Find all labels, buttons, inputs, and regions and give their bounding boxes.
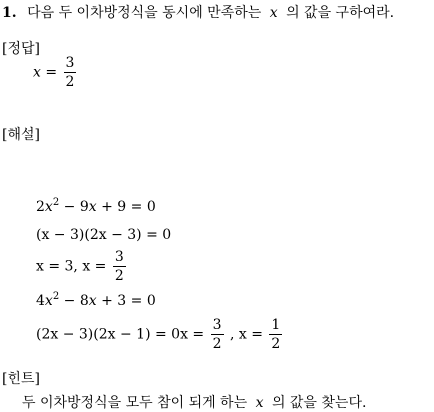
eq4-exponent: 2 (52, 291, 60, 302)
eq1-coef-b: − 9 (59, 199, 89, 215)
eq1-exponent: 2 (52, 197, 60, 208)
eq1-rest: + 9 = 0 (96, 199, 156, 215)
solution-eq4 (36, 291, 156, 309)
question-variable: x (269, 5, 278, 21)
hint (22, 396, 366, 410)
eq4-var2: x (88, 293, 97, 309)
eq5-fraction-2 (269, 318, 282, 351)
answer-frac-num: 3 (65, 55, 75, 71)
eq5-frac2-num: 1 (271, 317, 281, 333)
hint-text-before: 두 이차방정식을 모두 참이 되게 하는 (22, 395, 248, 411)
eq1-var: x (44, 199, 53, 215)
hint-text-after: 의 값을 찾는다. (271, 395, 367, 411)
eq1-coef-a: 2 (36, 199, 45, 215)
solution-eq1 (36, 197, 156, 215)
eq1-var2: x (88, 199, 97, 215)
eq4-rest: + 3 = 0 (96, 293, 156, 309)
eq4-coef-a: 4 (36, 293, 45, 309)
solution-eq5 (36, 318, 284, 351)
question-text-before: 다음 두 이차방정식을 동시에 만족하는 (27, 5, 262, 21)
eq5-mid: , x = (229, 326, 263, 343)
eq4-var: x (44, 293, 53, 309)
eq3-frac-num: 3 (114, 249, 124, 265)
eq4-coef-b: − 8 (59, 293, 89, 309)
eq5-text: (2x − 3)(2x − 1) = 0x = (36, 326, 205, 343)
solution-eq3 (36, 250, 128, 283)
eq5-fraction-1 (211, 318, 224, 351)
eq3-fraction (113, 250, 126, 283)
question (2, 6, 394, 20)
answer-frac-den: 2 (65, 74, 75, 90)
question-number: 1. (2, 5, 17, 21)
answer-equation (33, 56, 78, 89)
answer-label: [정답] (2, 41, 40, 57)
eq5-frac2-den: 2 (271, 336, 281, 352)
question-text-after: 의 값을 구하여라. (286, 5, 395, 21)
hint-label: [힌트] (2, 371, 40, 387)
hint-variable: x (255, 395, 264, 411)
answer-lhs: x = (33, 64, 58, 81)
solution-eq2: (x − 3)(2x − 3) = 0 (36, 227, 172, 243)
eq3-frac-den: 2 (114, 268, 124, 284)
eq5-frac1-num: 3 (212, 317, 222, 333)
solution-label: [해설] (2, 127, 40, 143)
eq5-frac1-den: 2 (212, 336, 222, 352)
answer-fraction (64, 56, 77, 89)
eq3-text: x = 3, x = (36, 258, 107, 275)
